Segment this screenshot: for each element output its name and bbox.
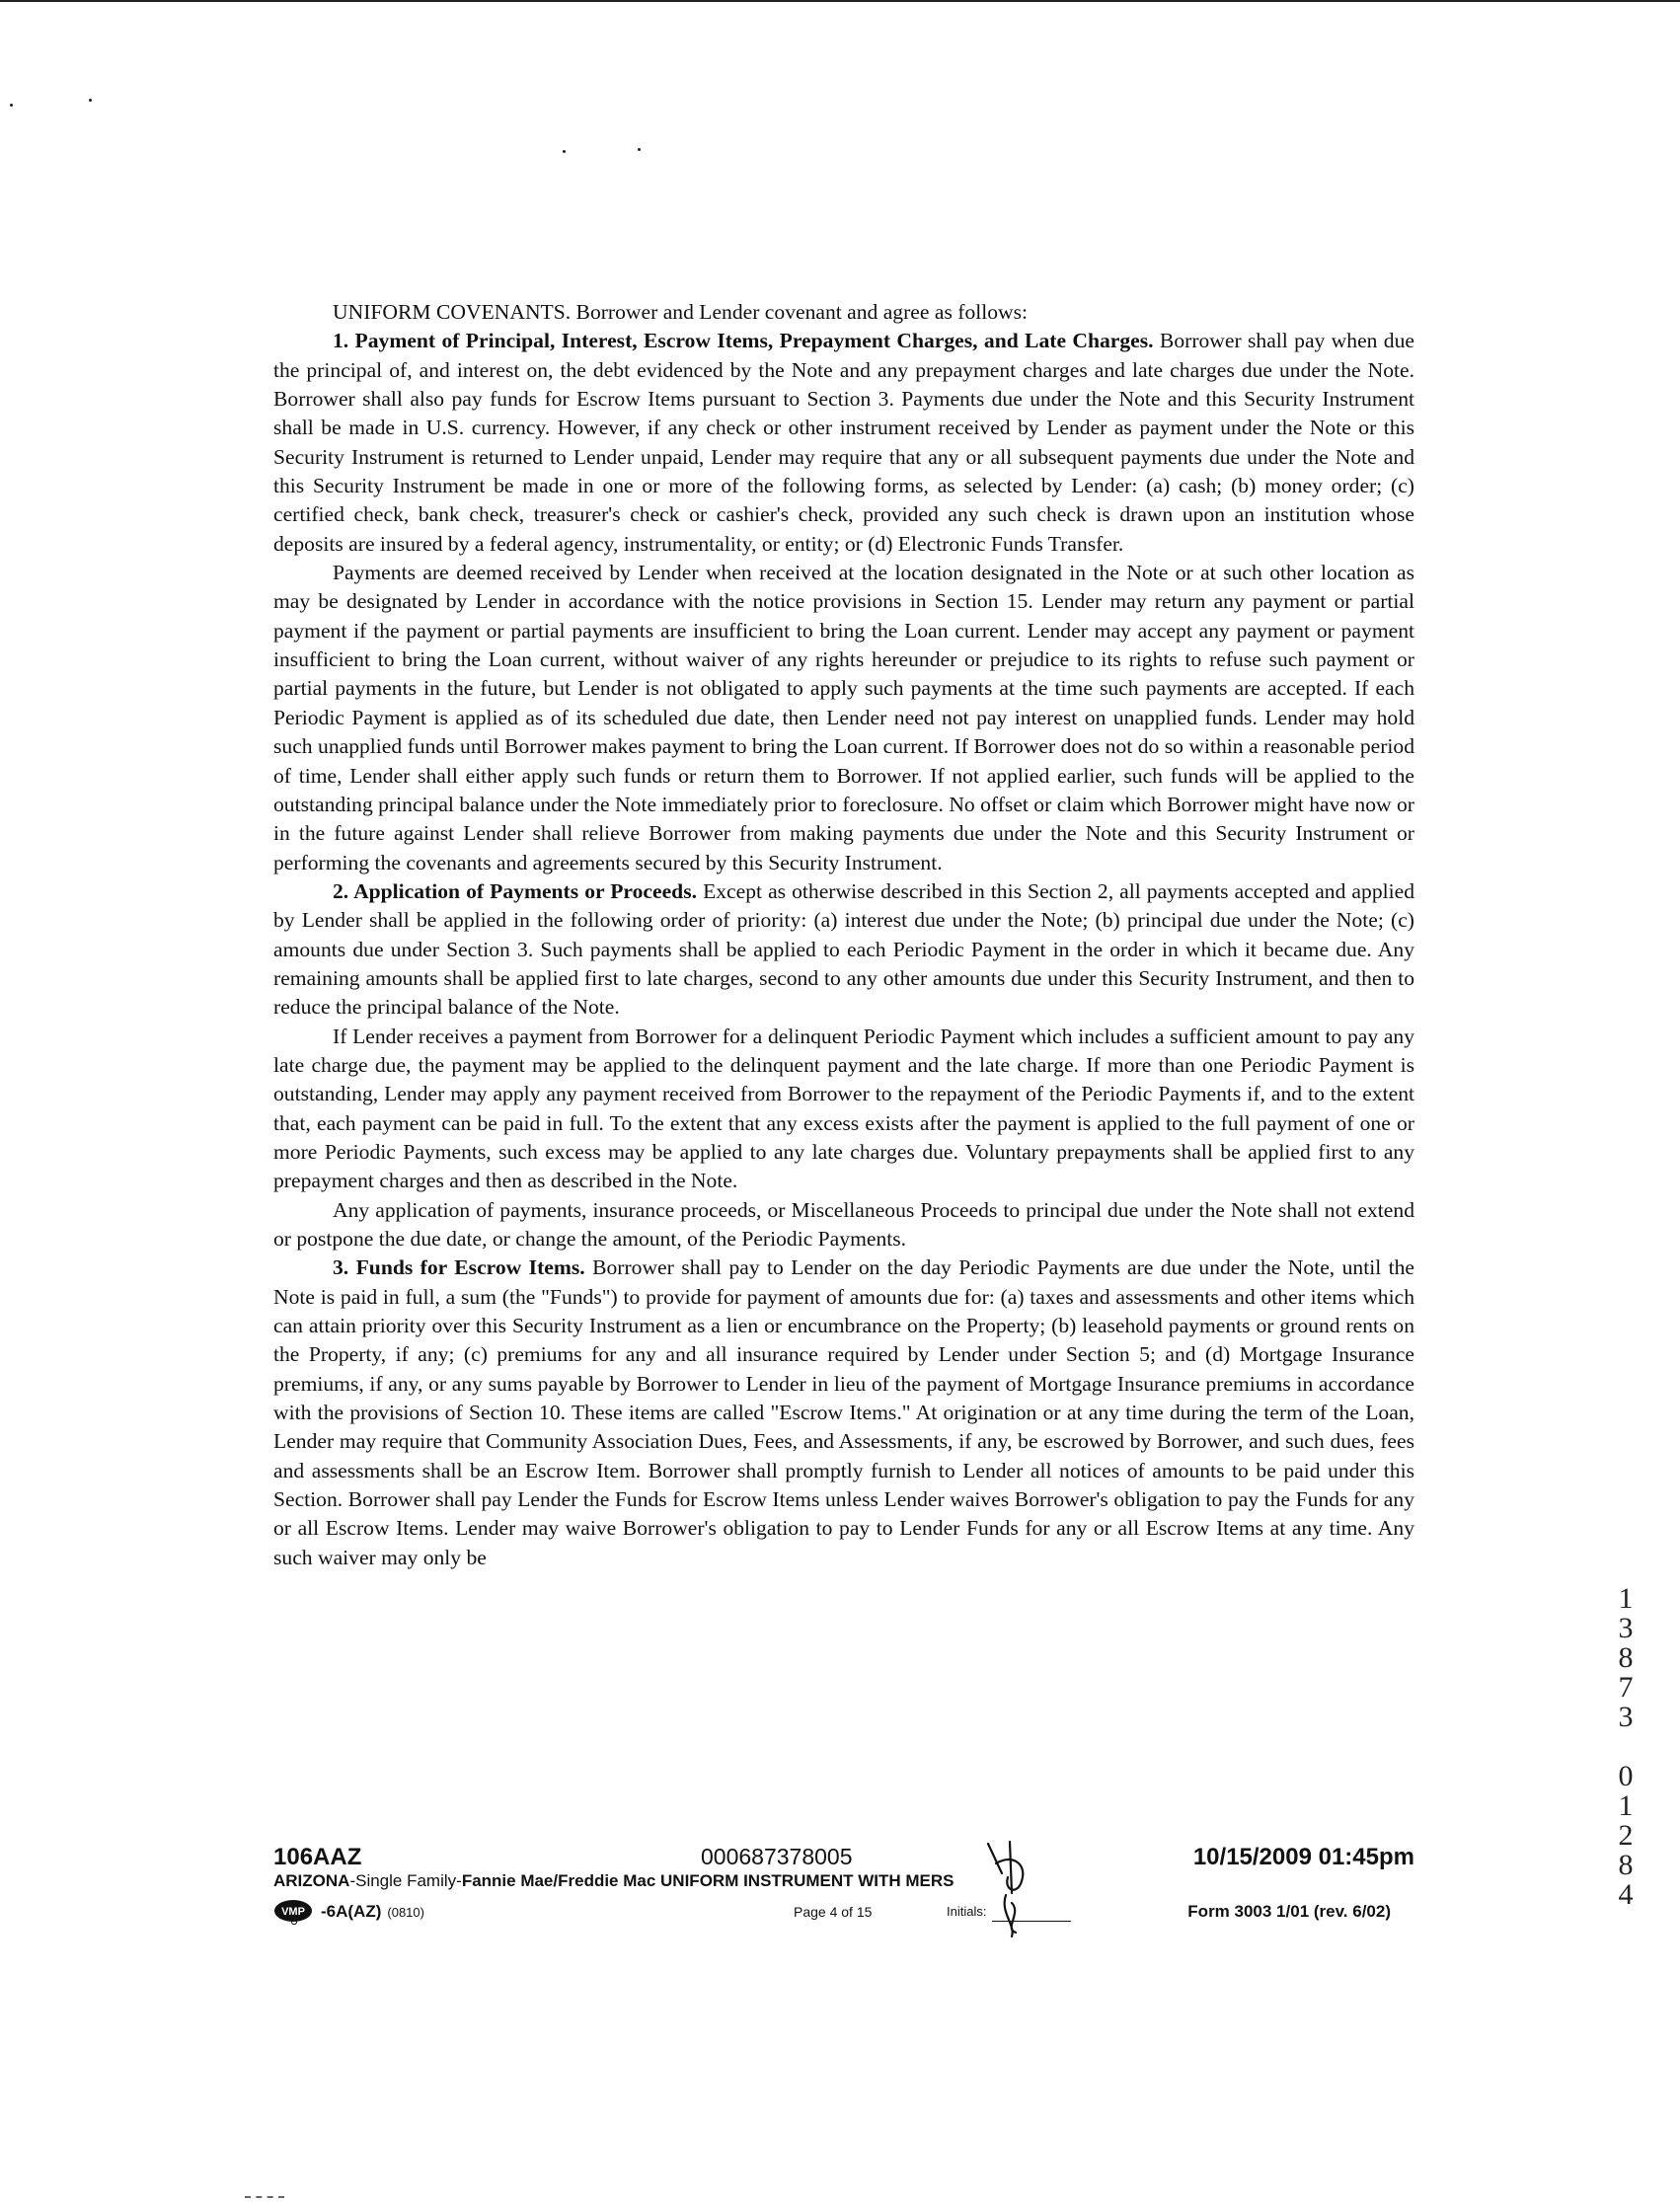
form-version: (0810) [387,1905,424,1920]
page-number: Page 4 of 15 [794,1904,873,1920]
footer-state: ARIZONA [273,1871,350,1890]
form-number-text: -6A(AZ) [321,1902,382,1921]
side-recording-number: 1 3 8 7 3 0 1 2 8 4 [1618,1582,1634,1911]
scan-speck [638,148,641,151]
section-2-paragraph-1: Except as otherwise described in this Section 2, all payments accepted and applied by Lender shall be applied in the following order of priority: (a) interest due under the Note; (b) principal due under the Note; (c) amounts due under Section 3. Such payments shall be applied to each Periodic Payment in the order in which it became due. Any remaining amounts shall be applied first to late charges, second to any other amounts due under this Security Instrument, and then to reduce the principal balance of the Note. [273,878,1414,1020]
section-2-heading: 2. Application of Payments or Proceeds. [333,878,697,903]
scan-speck [563,150,566,153]
section-2-paragraph-2: If Lender receives a payment from Borrower for a delinquent Periodic Payment which includes a sufficient amount to pay any late charge due, the payment may be applied to the delinquent payment and the late charge. If more than one Periodic Payment is outstanding, Lender may apply any payment received from Borrower to the repayment of the Periodic Payments if, and to the extent that, each payment can be paid in full. To the extent that any excess exists after the payment is applied to the full payment of one or more Periodic Payments, such excess may be applied to any late charges due. Voluntary prepayments shall be applied first to any prepayment charges and then as described in the Note. [273,1024,1414,1193]
footer-line-2 [273,1871,1414,1895]
section-1 [273,327,1414,559]
footer-line-3 [273,1899,1414,1929]
section-3-paragraph-1: Borrower shall pay to Lender on the day Periodic Payments are due under the Note, until the Note is paid in full, a sum (the "Funds") to provide for payment of amounts due for: (a) taxes and assessments and other items which can attain priority over this Security Instrument as a lien or encumbrance on the Property; (b) leasehold payments or ground rents on the Property, if any; (c) premiums for any and all insurance required by Lender under Section 5; and (d) Mortgage Insurance premiums, if any, or any sums payable by Borrower to Lender in lieu of the payment of Mortgage Insurance premiums in accordance with the provisions of Section 10. These items are called "Escrow Items." At origination or at any time during the term of the Loan, Lender may require that Community Association Dues, Fees, and Assessments, if any, be escrowed by Borrower, and such dues, fees and assessments shall be an Escrow Item. Borrower shall promptly furnish to Lender all notices of amounts to be paid under this Section. Borrower shall pay Lender the Funds for Escrow Items unless Lender waives Borrower's obligation to pay the Funds for any or all Escrow Items. Lender may waive Borrower's obligation to pay to Lender Funds for any or all Escrow Items at any time. Any such waiver may only be [273,1255,1414,1569]
section-3 [273,1253,1414,1572]
initials-label: Initials: [947,1904,987,1919]
footer-desc-1: -Single Family- [349,1871,462,1890]
form-reference: Form 3003 1/01 (rev. 6/02) [1187,1902,1391,1921]
footer-line-1 [273,1844,1414,1871]
form-number [321,1902,424,1922]
section-2-paragraph-3: Any application of payments, insurance proceeds, or Miscellaneous Proceeds to principal due under the Note shall not extend or postpone the due date, or change the amount, of the Periodic Payments. [273,1197,1414,1251]
logo-text: VMP [281,1906,305,1918]
intro-line: UNIFORM COVENANTS. Borrower and Lender covenant and agree as follows: [333,300,1029,324]
section-1-heading: 1. Payment of Principal, Interest, Escrow Items, Prepayment Charges, and Late Charges. [333,329,1154,353]
section-2 [273,877,1414,1023]
vmp-logo-icon [273,1899,317,1925]
section-1-paragraph-2: Payments are deemed received by Lender when received at the location designated in the Note or at such other location as may be designated by Lender in accordance with the notice provisions in Section 15. Lender may return any payment or partial payment if the payment or partial payments are insufficient to bring the Loan current. Lender may accept any payment or payment insufficient to bring the Loan current, without waiver of any rights hereunder or prejudice to its rights to refuse such payment or partial payments in the future, but Lender is not obligated to apply such payments at the time such payments are accepted. If each Periodic Payment is applied as of its scheduled due date, then Lender need not pay interest on unapplied funds. Lender may hold such unapplied funds until Borrower makes payment to bring the Loan current. If Borrower does not do so within a reasonable period of time, Lender shall either apply such funds or return them to Borrower. If not applied earlier, such funds will be applied to the outstanding principal balance under the Note immediately prior to foreclosure. No offset or claim which Borrower might have now or in the future against Lender shall relieve Borrower from making payments due under the Note and this Security Instrument or performing the covenants and agreements secured by this Security Instrument. [273,561,1414,874]
section-3-heading: 3. Funds for Escrow Items. [333,1255,585,1280]
loan-number: 000687378005 [701,1844,853,1869]
section-1-paragraph-1: Borrower shall pay when due the principal of, and interest on, the debt evidenced by the Note and any prepayment charges and late charges due under the Note. Borrower shall also pay funds for Escrow Items pursuant to Section 3. Payments due under the Note and this Security Instrument shall be made in U.S. currency. However, if any check or other instrument received by Lender as payment under the Note or this Security Instrument is returned to Lender unpaid, Lender may require that any or all subsequent payments due under the Note and this Security Instrument be made in one or more of the following forms, as selected by Lender: (a) cash; (b) money order; (c) certified check, bank check, treasurer's check or cashier's check, provided any such check is drawn upon an institution whose deposits are insured by a federal agency, instrumentality, or entity; or (d) Electronic Funds Transfer. [273,329,1414,556]
scan-speck [10,104,13,107]
footer-code: 106AAZ [273,1844,362,1870]
scan-top-border [0,0,1680,2]
document-body [273,298,1414,1572]
scan-speck [89,99,92,102]
footer-datetime: 10/15/2009 01:45pm [1192,1844,1414,1870]
initials-signature-mark [982,1834,1041,1942]
scan-bottom-mark [245,2196,284,2200]
footer-desc-2: Fannie Mae/Freddie Mac UNIFORM INSTRUMENT WITH MERS [461,1871,955,1890]
